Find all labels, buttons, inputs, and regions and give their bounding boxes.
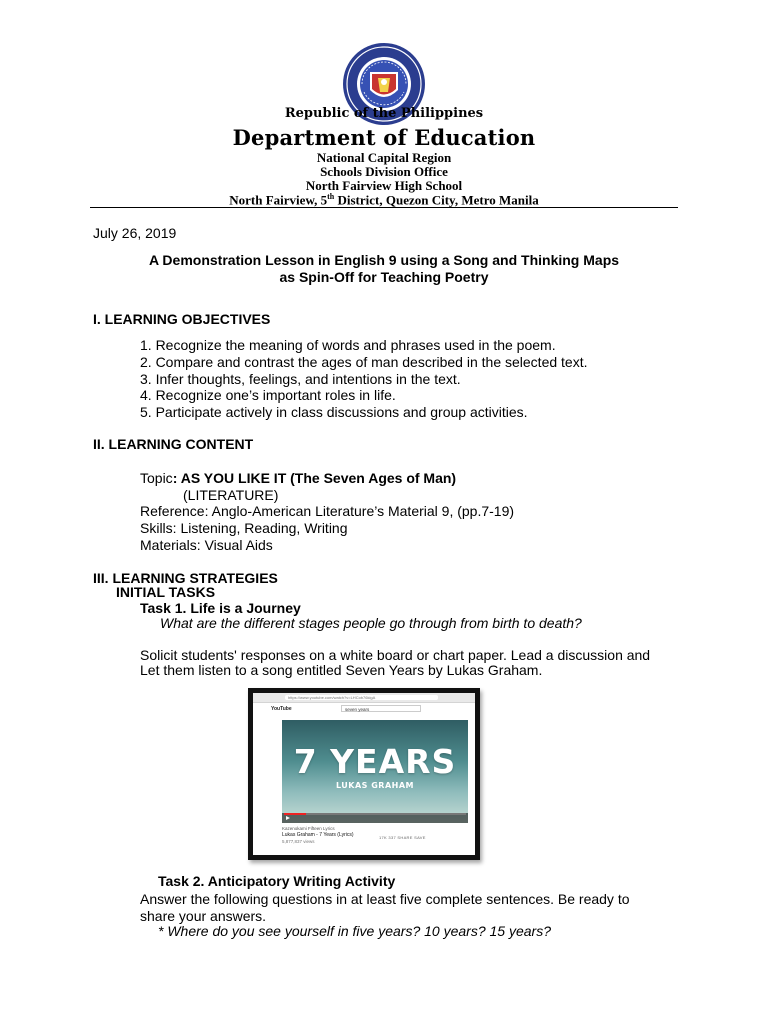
republic-heading: Republic of the Philippines	[284, 106, 484, 121]
video-views: 5,877,837 views	[282, 839, 315, 844]
document-date: July 26, 2019	[93, 225, 177, 241]
topic-value: : AS YOU LIKE IT (The Seven Ages of Man)	[172, 470, 457, 486]
task2-instruction-line1: Answer the following questions in at least five complete sentences. Be ready to	[140, 891, 630, 907]
objective-item: 5. Participate actively in class discussions and group activities.	[140, 404, 528, 420]
skills-line: Skills: Listening, Reading, Writing	[140, 520, 348, 536]
reference-line: Reference: Anglo-American Literature’s Material 9, (pp.7-19)	[140, 503, 515, 519]
task2-question: * Where do you see yourself in five years? 10 years? 15 years?	[158, 923, 551, 939]
lesson-title-line1: A Demonstration Lesson in English 9 using a Song and Thinking Maps	[148, 252, 620, 268]
task2-instruction-line2: share your answers.	[140, 908, 267, 924]
video-title-text: 7 YEARS	[293, 742, 457, 781]
region-line: National Capital Region	[316, 150, 452, 165]
address-pre: North Fairview, 5	[229, 192, 328, 208]
video-channel: Kazenokami Fifteen Lyrics	[282, 826, 335, 831]
materials-line: Materials: Visual Aids	[140, 537, 273, 553]
objective-item: 4. Recognize one’s important roles in life.	[140, 387, 396, 403]
topic-line	[140, 470, 456, 486]
video-progress-fill	[284, 813, 306, 815]
task1-instruction-line2: Let them listen to a song entitled Seven Years by Lukas Graham.	[140, 662, 543, 678]
initial-tasks-heading: INITIAL TASKS	[116, 584, 216, 600]
video-controls	[282, 813, 468, 823]
header-divider	[90, 207, 678, 208]
youtube-header	[253, 703, 475, 715]
address-sup: th	[327, 192, 335, 201]
address-line	[0, 192, 768, 208]
address-post: District, Quezon City, Metro Manila	[334, 192, 539, 208]
browser-url: https://www.youtube.com/watch?v=LHCob76kigA	[285, 695, 438, 700]
video-player	[282, 720, 468, 823]
topic-literature: (LITERATURE)	[183, 487, 279, 503]
division-line: Schools Division Office	[320, 164, 448, 179]
task1-instruction-line1: Solicit students' responses on a white board or chart paper. Lead a discussion and	[140, 647, 651, 663]
objective-item: 3. Infer thoughts, feelings, and intentions in the text.	[140, 371, 461, 387]
school-line: North Fairview High School	[305, 178, 463, 193]
browser-toolbar	[253, 693, 475, 703]
department-heading: Department of Education	[232, 125, 536, 150]
screenshot-content	[253, 693, 475, 855]
objectives-heading: I. LEARNING OBJECTIVES	[93, 311, 271, 327]
strategies-heading: III. LEARNING STRATEGIES	[93, 570, 278, 586]
play-icon	[286, 816, 290, 820]
video-actions: 17K 337 SHARE SAVE	[379, 835, 426, 840]
topic-label: Topic	[140, 470, 173, 486]
youtube-search-box: seven years	[341, 705, 421, 712]
objective-item: 2. Compare and contrast the ages of man described in the selected text.	[140, 354, 588, 370]
content-heading: II. LEARNING CONTENT	[93, 436, 254, 452]
video-meta-title: Lukas Graham - 7 Years (Lyrics)	[282, 832, 354, 838]
youtube-logo: YouTube	[271, 706, 292, 712]
video-artist-text: LUKAS GRAHAM	[335, 781, 414, 790]
objective-item: 1. Recognize the meaning of words and phrases used in the poem.	[140, 337, 556, 353]
video-progress-bar	[284, 813, 466, 815]
task1-title: Task 1. Life is a Journey	[140, 600, 301, 616]
task2-title: Task 2. Anticipatory Writing Activity	[158, 873, 396, 889]
task1-question: What are the different stages people go through from birth to death?	[160, 615, 582, 631]
lesson-title-line2: as Spin-Off for Teaching Poetry	[279, 269, 489, 285]
youtube-screenshot	[248, 688, 480, 860]
